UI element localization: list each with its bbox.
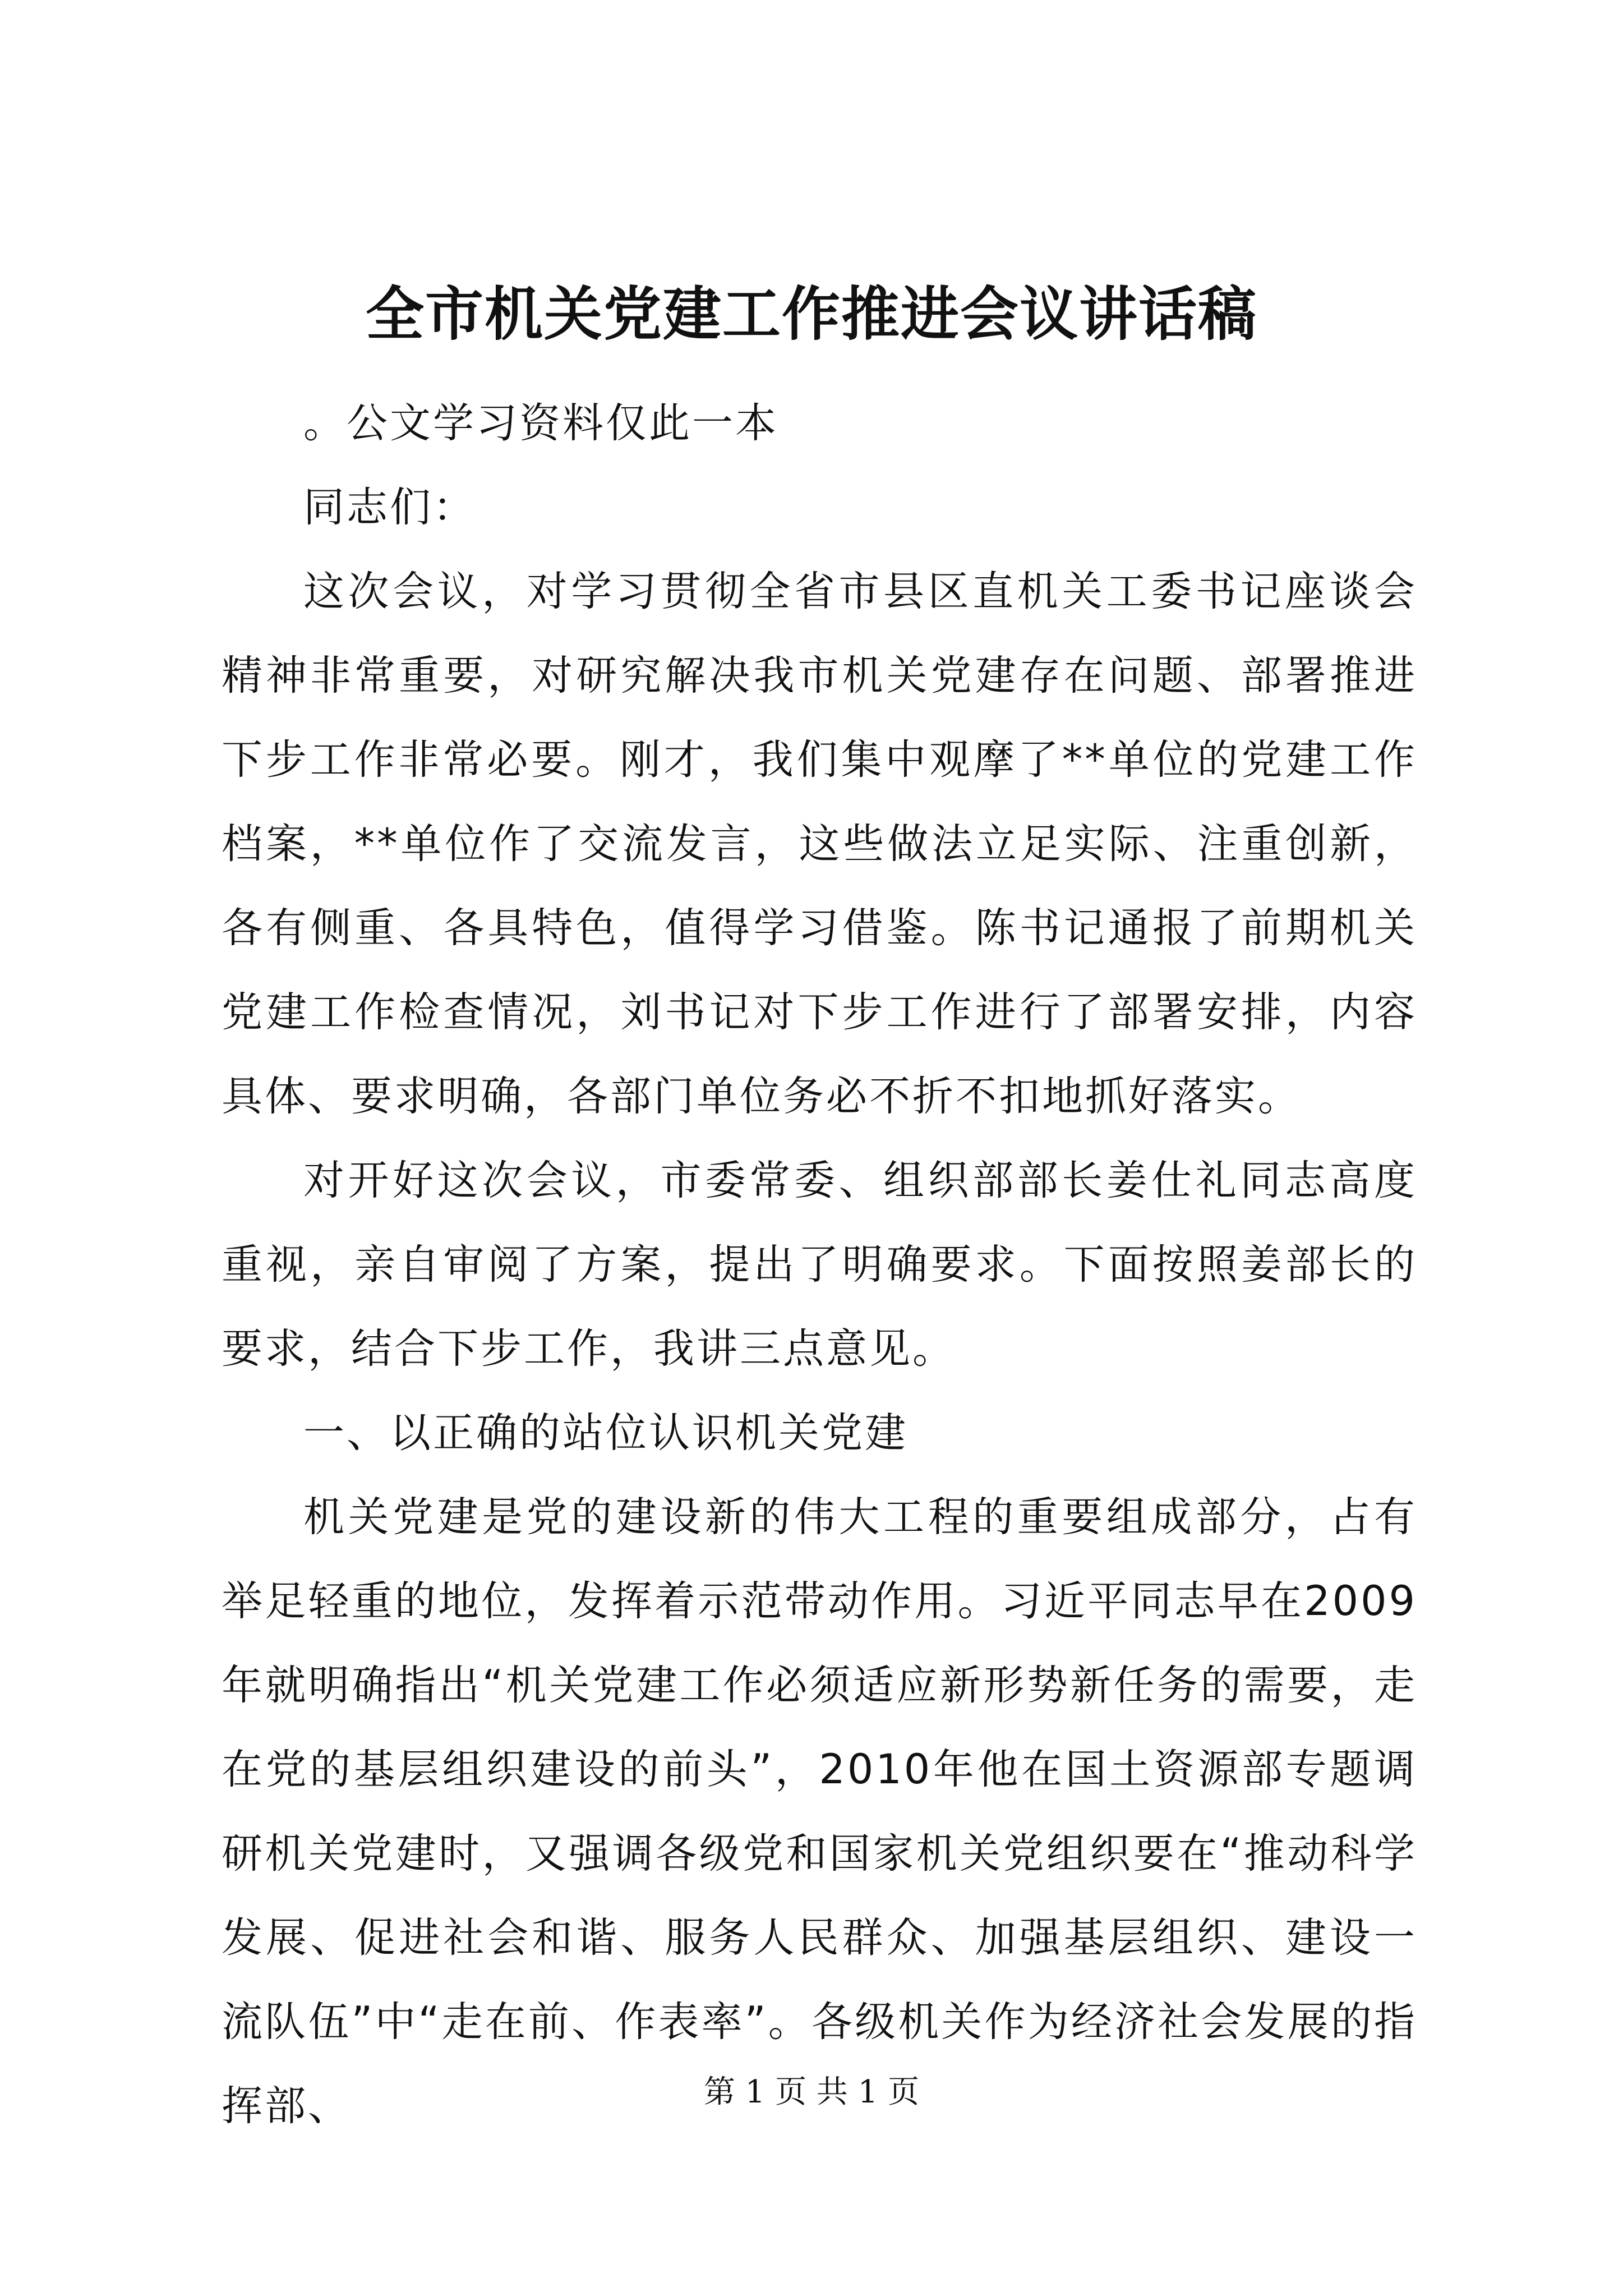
section-heading-one: 一、以正确的站位认识机关党建: [303, 1409, 908, 1457]
paragraph-source-note: 。公文学习资料仅此一本: [303, 399, 778, 447]
paragraph-meeting-summary: 这次会议，对学习贯彻全省市县区直机关工委书记座谈会精神非常重要，对研究解决我市机关党建存在问题、部署推进下步工作非常必要。刚才，我们集中观摩了**单位的党建工作档案，**单位作了交流发言，这些做法立足实际、注重创新，各有侧重、各具特色，值得学习借鉴。陈书记通报了前期机关党建工作检查情况，刘书记对下步工作进行了部署安排，内容具体、要求明确，各部门单位务必不折不扣地抓好落实。: [222, 568, 1417, 1120]
paragraph-introduction: 对开好这次会议，市委常委、组织部部长姜仕礼同志高度重视，亲自审阅了方案，提出了明确要求。下面按照姜部长的要求，结合下步工作，我讲三点意见。: [222, 1157, 1417, 1373]
document-body: [222, 381, 1417, 2148]
paragraph-section-one-body: 机关党建是党的建设新的伟大工程的重要组成部分，占有举足轻重的地位，发挥着示范带动作用。习近平同志早在2009年就明确指出“机关党建工作必须适应新形势新任务的需要，走在党的基层组织建设的前头”，2010年他在国土资源部专题调研机关党建时，又强调各级党和国家机关党组织要在“推动科学发展、促进社会和谐、服务人民群众、加强基层组织、建设一流队伍”中“走在前、作表率”。各级机关作为经济社会发展的指挥部、: [222, 1493, 1417, 2130]
paragraph-salutation: 同志们：: [303, 484, 476, 531]
document-title: 全市机关党建工作推进会议讲话稿: [365, 279, 1257, 348]
page-number-footer: 第 1 页 共 1 页: [703, 2074, 920, 2110]
